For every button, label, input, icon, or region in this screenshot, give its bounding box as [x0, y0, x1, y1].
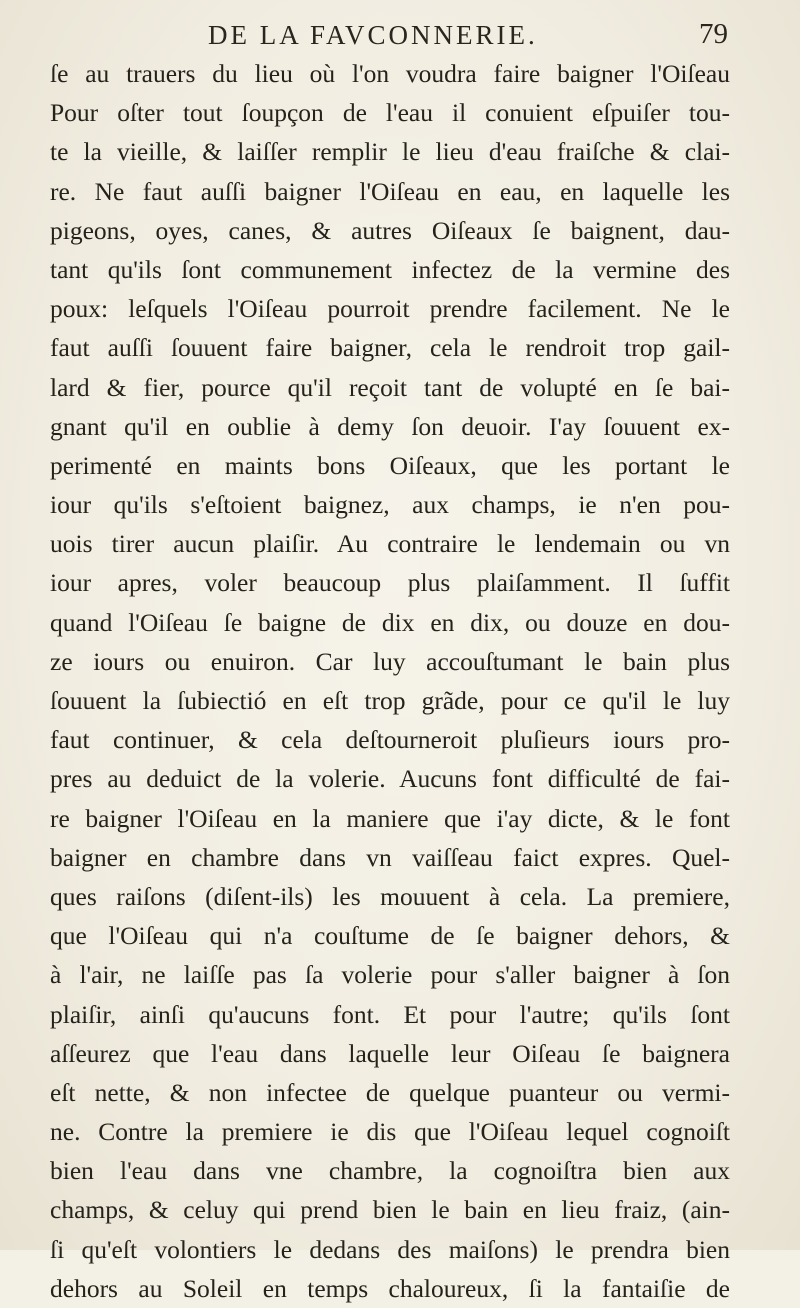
text-line: tant qu'ils ſont communement infectez de la vermine des: [50, 254, 730, 284]
page-header: [48, 14, 728, 54]
text-line: ne. Contre la premiere ie dis que l'Oiſeau lequel cognoiſt: [50, 1117, 730, 1147]
text-line: gnant qu'il en oublie à demy ſon deuoir. I'ay ſouuent ex-: [50, 411, 730, 441]
text-line: eſt nette, & non infectee de quelque puanteur ou vermi-: [50, 1077, 730, 1107]
text-line: uois tirer aucun plaiſir. Au contraire le lendemain ou vn: [50, 529, 730, 559]
text-line: quand l'Oiſeau ſe baigne de dix en dix, ou douze en dou-: [50, 607, 730, 637]
text-line: aſſeurez que l'eau dans laquelle leur Oiſeau ſe baignera: [50, 1038, 730, 1068]
text-line: poux: leſquels l'Oiſeau pourroit prendre facilement. Ne le: [50, 294, 730, 324]
text-line: re. Ne faut auſſi baigner l'Oiſeau en eau, en laquelle les: [50, 176, 730, 206]
text-line: pigeons, oyes, canes, & autres Oiſeaux ſe baignent, dau-: [50, 215, 730, 245]
page-number: 79: [699, 18, 728, 50]
text-line: perimenté en maints bons Oiſeaux, que les portant le: [50, 450, 730, 480]
text-line: iour qu'ils s'eſtoient baignez, aux champs, ie n'en pou-: [50, 490, 730, 520]
text-line: re baigner l'Oiſeau en la maniere que i'ay dicte, & le font: [50, 803, 730, 833]
text-line: Pour oſter tout ſoupçon de l'eau il conuient eſpuiſer tou-: [50, 98, 730, 128]
body-text: [50, 54, 730, 1308]
text-line: plaiſir, ainſi qu'aucuns font. Et pour l'autre; qu'ils ſont: [50, 999, 730, 1029]
text-line: que l'Oiſeau qui n'a couſtume de ſe baigner dehors, &: [50, 921, 730, 951]
text-line: faut continuer, & cela deſtourneroit pluſieurs iours pro-: [50, 725, 730, 755]
text-line: dehors au Soleil en temps chaloureux, ſi la fantaiſie de: [50, 1273, 730, 1303]
text-line: ſouuent la ſubiectió en eſt trop grãde, pour ce qu'il le luy: [50, 686, 730, 715]
text-line: ques raiſons (diſent-ils) les mouuent à cela. La premiere,: [50, 881, 730, 911]
text-line: baigner en chambre dans vn vaiſſeau faict expres. Quel-: [50, 842, 730, 872]
text-line: iour apres, voler beaucoup plus plaiſamment. Il ſuffit: [50, 568, 730, 598]
text-line: ſe au trauers du lieu où l'on voudra faire baigner l'Oiſeau: [50, 59, 730, 88]
text-line: bien l'eau dans vne chambre, la cognoiſtra bien aux: [50, 1156, 730, 1186]
text-line: faut auſſi ſouuent faire baigner, cela le rendroit trop gail-: [50, 333, 730, 363]
running-title: DE LA FAVCONNERIE.: [208, 20, 538, 50]
text-line: ſi qu'eſt volontiers le dedans des maiſons) le prendra bien: [50, 1234, 730, 1264]
text-line: ze iours ou enuiron. Car luy accouſtumant le bain plus: [50, 646, 730, 676]
text-line: à l'air, ne laiſſe pas ſa volerie pour s'aller baigner à ſon: [50, 960, 730, 990]
text-line: te la vieille, & laiſſer remplir le lieu d'eau fraiſche & clai-: [50, 137, 730, 167]
text-line: pres au deduict de la volerie. Aucuns font difficulté de fai-: [50, 764, 730, 794]
text-line: lard & fier, pource qu'il reçoit tant de volupté en ſe bai-: [50, 372, 730, 402]
text-line: champs, & celuy qui prend bien le bain en lieu fraiz, (ain-: [50, 1195, 730, 1225]
